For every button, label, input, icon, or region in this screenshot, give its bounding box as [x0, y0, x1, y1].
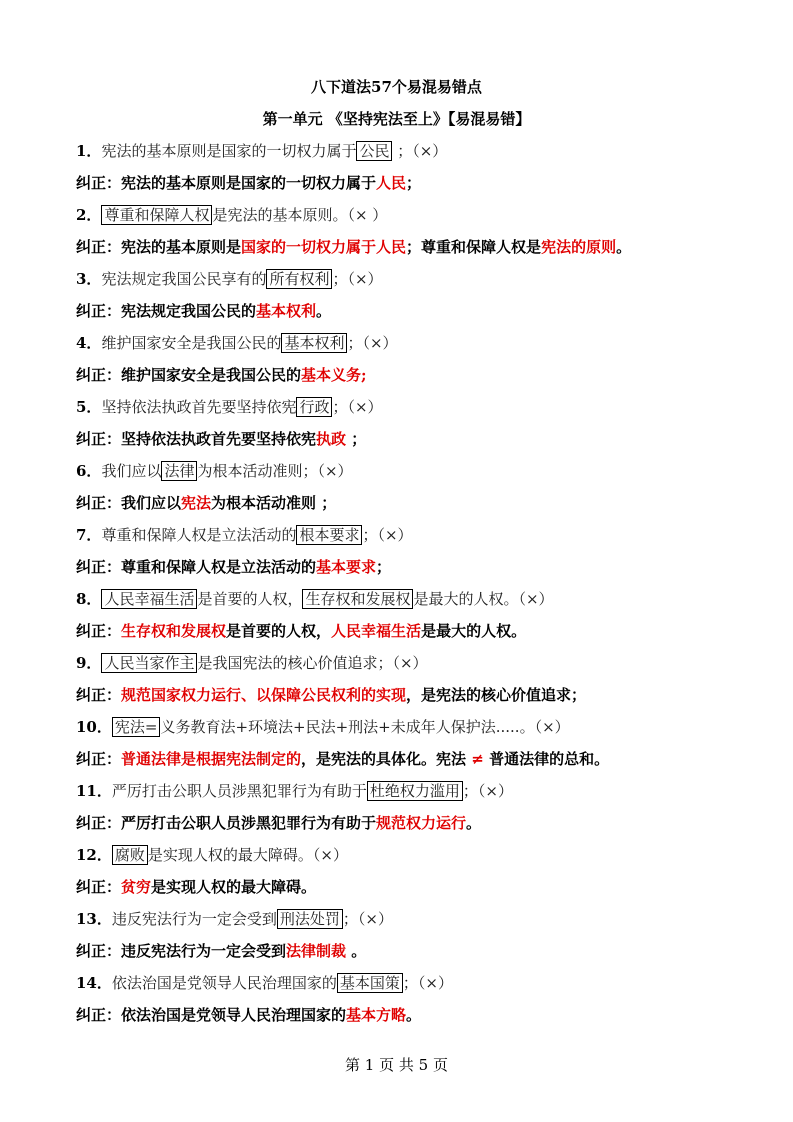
correction-line — [76, 556, 763, 578]
boxed-error-term: 人民幸福生活 — [101, 589, 197, 609]
question-line — [76, 140, 753, 162]
correct-term: 宪法的原则 — [541, 238, 617, 256]
correction-label: 纠正： — [76, 558, 122, 576]
question-number: 8． — [76, 590, 102, 608]
question-text: ；（×） — [347, 334, 398, 352]
correction-label: 纠正： — [76, 238, 122, 256]
correct-term: 人民 — [376, 174, 407, 192]
question-text: 宪法规定我国公民享有的 — [101, 270, 267, 288]
correction-text: 普通法律的总和。 — [483, 750, 610, 768]
question-text: 义务教育法+环境法+民法+刑法+未成年人保护法.....。（×） — [160, 718, 570, 736]
unit-heading: 第一单元 《坚持宪法至上》【易混易错】 — [262, 110, 531, 128]
correction-text: 维护国家安全是我国公民的 — [121, 366, 302, 384]
question-text: 为根本活动准则；（×） — [197, 462, 353, 480]
correction-line — [76, 748, 763, 770]
correct-term: 人民幸福生活 — [331, 622, 422, 640]
question-number: 12． — [76, 846, 112, 864]
question-text: ；（×） — [402, 974, 453, 992]
correction-line — [76, 492, 763, 514]
correction-line — [76, 620, 763, 642]
question-line — [76, 844, 753, 866]
boxed-error-term: 刑法处罚 — [277, 909, 343, 929]
question-text: 是我国宪法的核心价值追求；（×） — [197, 654, 428, 672]
correction-text: ； — [376, 558, 392, 576]
correct-term: 执政 — [316, 430, 347, 448]
question-line — [76, 268, 753, 290]
boxed-error-term: 所有权利 — [266, 269, 332, 289]
question-line — [76, 204, 753, 226]
correction-line — [76, 236, 763, 258]
question-number: 5． — [76, 398, 102, 416]
question-number: 7． — [76, 526, 102, 544]
correct-term: 基本义务; — [301, 366, 367, 384]
question-text: 是首要的人权， — [197, 590, 303, 608]
boxed-error-term: 人民当家作主 — [101, 653, 197, 673]
question-number: 6． — [76, 462, 102, 480]
correct-term: 规范权力运行 — [376, 814, 467, 832]
question-text: 宪法的基本原则是国家的一切权力属于 — [101, 142, 357, 160]
correction-label: 纠正： — [76, 878, 122, 896]
correct-term: 规范国家权力运行、以保障公民权利的实现 — [121, 686, 407, 704]
correction-label: 纠正： — [76, 302, 122, 320]
question-text: ；（×） — [362, 526, 413, 544]
boxed-error-term: 生存权和发展权 — [302, 589, 413, 609]
correction-label: 纠正： — [76, 814, 122, 832]
correction-line — [76, 172, 763, 194]
question-text: 我们应以 — [101, 462, 162, 480]
question-line — [76, 652, 753, 674]
correction-text: 。 — [406, 1006, 422, 1024]
document-title: 八下道法57个易混易错点 — [311, 78, 482, 96]
correction-text: 是首要的人权， — [226, 622, 332, 640]
correction-text: 。 — [466, 814, 482, 832]
question-number: 14． — [76, 974, 112, 992]
boxed-error-term: 公民 — [356, 141, 392, 161]
correction-label: 纠正： — [76, 1006, 122, 1024]
correction-line — [76, 876, 763, 898]
boxed-error-term: 根本要求 — [296, 525, 362, 545]
question-number: 3． — [76, 270, 102, 288]
correction-line — [76, 812, 763, 834]
question-line — [76, 460, 753, 482]
correct-term: 普通法律是根据宪法制定的 — [121, 750, 302, 768]
question-line — [76, 588, 753, 610]
correction-text: ； — [406, 174, 422, 192]
correct-term: 生存权和发展权 — [121, 622, 227, 640]
correction-line — [76, 364, 763, 386]
question-text: 维护国家安全是我国公民的 — [101, 334, 282, 352]
question-text: 坚持依法执政首先要坚持依宪 — [101, 398, 297, 416]
question-line — [76, 332, 753, 354]
question-text: 严厉打击公职人员涉黑犯罪行为有助于 — [111, 782, 367, 800]
question-number: 10． — [76, 718, 112, 736]
question-text: ；（×） — [342, 910, 393, 928]
question-number: 13． — [76, 910, 112, 928]
correction-line — [76, 940, 763, 962]
correct-term: 宪法 — [181, 494, 212, 512]
correction-text: 。 — [616, 238, 632, 256]
correction-text: 坚持依法执政首先要坚持依宪 — [121, 430, 317, 448]
correction-text: ，是宪法的核心价值追求； — [406, 686, 587, 704]
question-number: 9． — [76, 654, 102, 672]
correction-text: ； — [346, 430, 367, 448]
correction-label: 纠正： — [76, 430, 122, 448]
correction-label: 纠正： — [76, 750, 122, 768]
correct-term: ≠ — [471, 750, 484, 768]
question-text: 尊重和保障人权是立法活动的 — [101, 526, 297, 544]
boxed-error-term: 腐败 — [112, 845, 148, 865]
correct-term: 贫穷 — [121, 878, 152, 896]
correction-text: 是最大的人权。 — [421, 622, 527, 640]
question-text: 依法治国是党领导人民治理国家的 — [111, 974, 337, 992]
correction-text: 。 — [316, 302, 332, 320]
correction-text: ，是宪法的具体化。宪法 — [301, 750, 472, 768]
correction-label: 纠正： — [76, 366, 122, 384]
question-number: 1． — [76, 142, 102, 160]
page-footer: 第 1 页 共 5 页 — [345, 1056, 448, 1074]
question-line — [76, 780, 753, 802]
correct-term: 基本权利 — [256, 302, 317, 320]
question-number: 2． — [76, 206, 102, 224]
question-text: 违反宪法行为一定会受到 — [111, 910, 277, 928]
boxed-error-term: 宪法= — [112, 717, 161, 737]
correction-text: 依法治国是党领导人民治理国家的 — [121, 1006, 347, 1024]
correction-text: ；尊重和保障人权是 — [406, 238, 542, 256]
question-line — [76, 716, 753, 738]
question-text: 是宪法的基本原则。（× ） — [212, 206, 388, 224]
question-text: 是实现人权的最大障碍。（×） — [147, 846, 348, 864]
boxed-error-term: 基本国策 — [337, 973, 403, 993]
question-line — [76, 396, 753, 418]
correction-line — [76, 428, 763, 450]
correction-label: 纠正： — [76, 622, 122, 640]
correct-term: 基本要求 — [316, 558, 377, 576]
question-number: 11． — [76, 782, 112, 800]
boxed-error-term: 尊重和保障人权 — [101, 205, 212, 225]
question-text: 是最大的人权。（×） — [413, 590, 554, 608]
question-text: ；（×） — [392, 142, 448, 160]
correction-text: 违反宪法行为一定会受到 — [121, 942, 287, 960]
boxed-error-term: 法律 — [161, 461, 197, 481]
correction-line — [76, 300, 763, 322]
question-text: ；（×） — [332, 398, 383, 416]
correct-term: 国家的一切权力属于人民 — [241, 238, 407, 256]
correction-text: 宪法的基本原则是国家的一切权力属于 — [121, 174, 377, 192]
question-text: ；（×） — [462, 782, 513, 800]
question-text: ；（×） — [332, 270, 383, 288]
boxed-error-term: 行政 — [296, 397, 332, 417]
question-line — [76, 908, 753, 930]
correction-text: 宪法的基本原则是 — [121, 238, 242, 256]
boxed-error-term: 杜绝权力滥用 — [367, 781, 463, 801]
question-number: 4． — [76, 334, 102, 352]
correction-label: 纠正： — [76, 686, 122, 704]
correct-term: 基本方略 — [346, 1006, 407, 1024]
boxed-error-term: 基本权利 — [281, 333, 347, 353]
correction-label: 纠正： — [76, 494, 122, 512]
correction-text: 我们应以 — [121, 494, 182, 512]
correction-line — [76, 1004, 763, 1026]
correction-text: 是实现人权的最大障碍。 — [151, 878, 317, 896]
correct-term: 法律制裁 — [286, 942, 347, 960]
question-line — [76, 972, 753, 994]
question-line — [76, 524, 753, 546]
correction-label: 纠正： — [76, 942, 122, 960]
correction-text: 严厉打击公职人员涉黑犯罪行为有助于 — [121, 814, 377, 832]
correction-text: 尊重和保障人权是立法活动的 — [121, 558, 317, 576]
correction-line — [76, 684, 763, 706]
correction-text: 。 — [346, 942, 367, 960]
correction-text: 为根本活动准则 ； — [211, 494, 337, 512]
correction-label: 纠正： — [76, 174, 122, 192]
correction-text: 宪法规定我国公民的 — [121, 302, 257, 320]
